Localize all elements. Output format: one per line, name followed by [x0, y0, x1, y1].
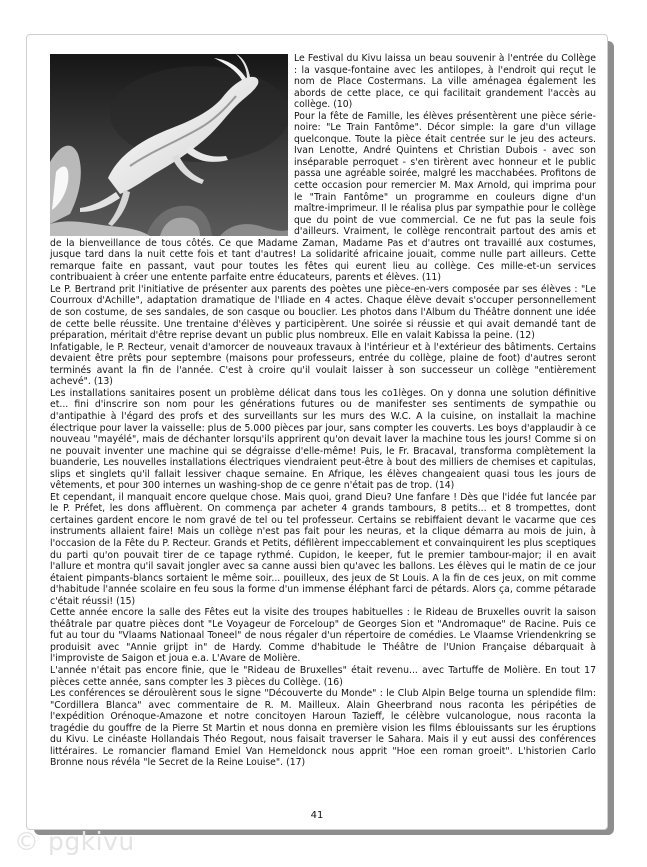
paragraph-16: L'année n'était pas encore finie, que le "Rideau de Bruxelles" était revenu... avec Tartuffe de Molière. En tout 17 pièces cette année, sans compter les 3 pièces du Collège. (16) [50, 664, 596, 688]
page-number: 41 [310, 810, 324, 821]
paragraph-theatre: Cette année encore la salle des Fêtes eut la visite des troupes habituelles : le Rideau de Bruxelles ouvrit la saison théâtrale par quatre pièces dont "Le Voyageur de Forceloup" de Georges Sion et "Andromaque" de Racine. Puis ce fut au tour du "Vlaams Nationaal Toneel" de nous régaler d'un répertoire de comédies. Le Vlaamse Vriendenkring se produisit avec "Annie grijpt in" de Hardy. Comme d'habitude le Théâtre de l'Union Française débarquait à l'improviste de Saigon et joua e.a. L'Avare de Molière. [50, 607, 596, 665]
paragraph-17: Les conférences se déroulèrent sous le signe "Découverte du Monde" : le Club Alpin Belge tourna un splendide film: "Cordillera Blanca" avec commentaire de R. M. Mailleux. Alain Gheerbrand nous raconta les péripéties de l'expédition Orénoque-Amazone et notre concitoyen Haroun Tazieff, le célèbre vulcanologue, nous raconta la tragédie du gouffre de la Pierre St Martin et nous donna en première vision les films éblouissants sur les éruptions du Kivu. Le cinéaste Hollandais Théo Regout, nous faisait traverser le Sahara. Mais il y eut aussi des conférences littéraires. Le romancier flamand Emiel Van Hemeldonck nous apprit "Hoe een roman groeit". L'historien Carlo Bronne nous révéla "le Secret de la Reine Louise". (17) [50, 688, 596, 769]
paragraph-12: Le P. Bertrand prit l'initiative de présenter aux parents des poètes une pièce-en-vers composée par ses élèves : "Le Courroux d'Achille", adaptation dramatique de l'Iliade en 4 actes. Chaque élève devait s'occuper personnellement de son costume, de ses sandales, de son casque ou bouclier. Les photos dans l'Album du Théâtre donnent une idée de cette belle réussite. Une trentaine d'élèves y participèrent. Une soirée si réussie et qui avait demandé tant de préparation, méritait d'être reprise devant un public plus nombreux. Elle en valait Kabissa la peine. (12) [50, 283, 596, 342]
paragraph-10: Le Festival du Kivu laissa un beau souvenir à l'entrée du Collège : la vasque-fontaine avec les antilopes, à l'endroit qui reçut le nom de Place Costermans. La ville aménagea également les abords de cette place, ce qui facilitait grandement l'accès au collège. (10) [294, 53, 596, 111]
article-body [50, 53, 596, 769]
paragraph-13: Infatigable, le P. Recteur, venait d'amorcer de nouveaux travaux à l'intérieur et à l'extérieur des bâtiments. Certains devaient être prêts pour septembre (maisons pour professeurs, entrée du collège, plaine de foot) d'autres seront terminés avant la fin de l'année. C'est à croire qu'il voulait laisser à son successeur un collège "entièrement achevé". (13) [50, 341, 596, 388]
paragraph-14: Les installations sanitaires posent un problème délicat dans tous les co1lèges. On y donna une solution définitive et... fini d'inscrire son nom pour les générations futures ou de manifester ses sentiments de sympathie ou d'antipathie à l'égard des profs et des surveillants sur les murs des W.C. A la cuisine, on installait la machine électrique pour laver la vaisselle: plus de 5.000 pièces par jour, sans compter les couverts. Les boys d'applaudir à ce nouveau "mayélé", mais de déchanter lorsqu'ils apprirent qu'on devait laver la machine tous les jours! Comme si on ne pouvait inventer une machine qui se dégraisse d'elle-même! Puis, le Fr. Bracaval, transforma complètement la buanderie, Les nouvelles installations électriques viendraient peut-être à bout des milliers de chemises et capitulas, slips et singlets qu'il fallait lessiver chaque semaine. En Afrique, les élèves changeaient quasi tous les jours de vêtements, et pour 300 internes un washing-shop de ce genre n'était pas de trop. (14) [50, 387, 596, 492]
antelope-sculpture-photo [50, 54, 288, 236]
paragraph-11: Pour la fête de Famille, les élèves présentèrent une pièce série-noire: "Le Train Fantôme". Décor simple: la gare d'un village quelconque. Toute la pièce était centrée sur le jeu des acteurs. Ivan Lenotte, André Quintens et Christian Dubois - avec son inséparable perroquet - s'en tirèrent avec honneur et le public passa une agréable soirée, malgré les macchabées. Profitons de cette occasion pour remercier M. Max Arnold, qui imprima pour le "Train Fantôme" un programme en couleurs digne d'un maître-imprimeur. Il le réalisa plus par sympathie pour le collège que du point de vue commercial. Ce ne fut pas la seule fois d'ailleurs. Vraiment, le collège rencontrait partout des amis et de la bienveillance de tous côtés. Ce que Madame Zaman, Madame Pas et d'autres ont travaillé aux costumes, jusque tard dans la nuit cette fois et tant d'autres! La solidarité africaine jouait, comme nulle part ailleurs. Cette remarque faite en passant, vaut pour toutes les fêtes qui eurent lieu au collège. Ces mille-et-un services contribuaient à créer une entente parfaite entre éducateurs, parents et élèves. (11) [50, 110, 596, 284]
watermark: © pgkivu [14, 827, 135, 856]
document-page [26, 34, 608, 830]
paragraph-15: Et cependant, il manquait encore quelque chose. Mais quoi, grand Dieu? Une fanfare ! Dès que l'idée fut lancée par le P. Préfet, les dons affluèrent. On commença par acheter 4 grands tambours, 8 petits... et 8 trompettes, dont certaines gardent encore le nom gravé de tel ou tel professeur. Certains se rebiffaient devant le vacarme que ces instruments allaient faire! Mais un collège n'est pas fait pour les neuras, et la clique démarra au mois de juin, à l'occasion de la Fête du P. Recteur. Grands et Petits, défilèrent impeccablement et convainquirent les plus sceptiques du parti qu'on pouvait tirer de ce tapage rythmé. Cupidon, le keeper, fut le premier tambour-major; il en avait l'allure et montra qu'il savait jongler avec sa canne aussi bien qu'avec les ballons. Les élèves qui le matin de ce jour étaient pimpants-blancs sortaient le même soir... pouilleux, des jeux de St Louis. A la fin de ces jeux, on mit comme d'habitude l'année scolaire en feu sous la forme d'un immense éléphant farci de pétards. Alors ça, comme pétarade c'était réussi! (15) [50, 491, 596, 607]
